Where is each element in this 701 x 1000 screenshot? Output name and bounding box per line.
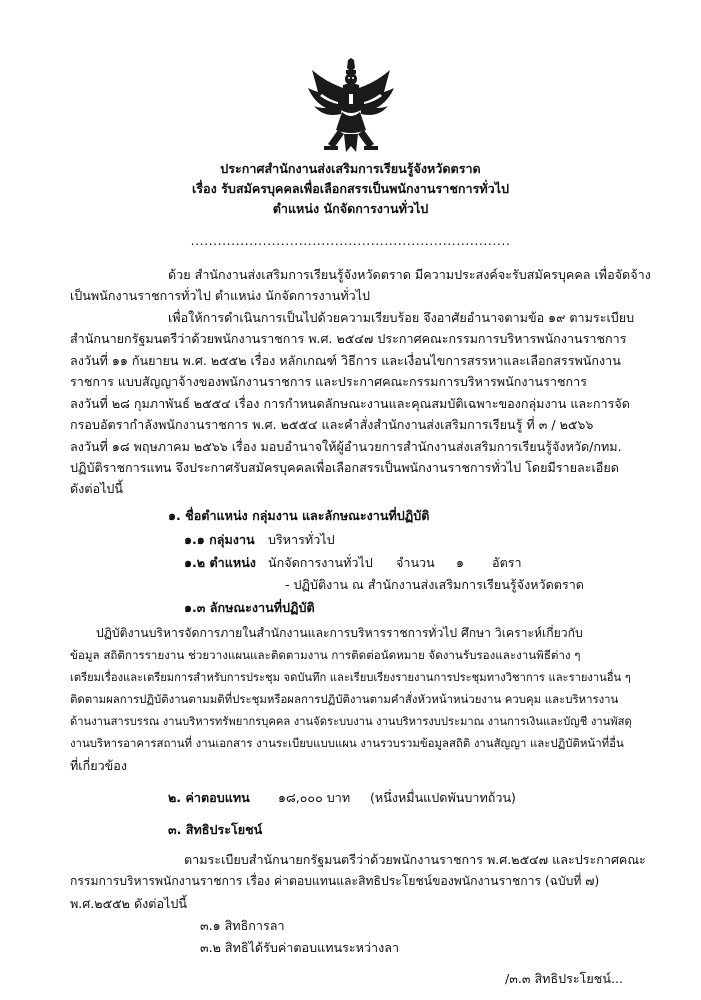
section-3-heading: ๓. สิทธิประโยชน์ xyxy=(168,822,263,837)
intro-p1-line: เป็นพนักงานราชการทั่วไป ตำแหน่ง นักจัดการงานทั่วไป xyxy=(70,288,371,303)
duties-line: ข้อมูล สถิติการรายงาน ช่วยวางแผนและติดตามงาน การติดต่อนัดหมาย จัดงานรับรองและงานพิธีต่าง ๆ xyxy=(70,648,581,662)
section-2-heading: ๒. ค่าตอบแทน xyxy=(168,790,250,805)
group-value: บริหารทั่วไป xyxy=(268,532,335,547)
position-label: ๑.๒ ตำแหน่ง xyxy=(184,555,256,570)
duties-line: ติดตามผลการปฏิบัติงานตามมติที่ประชุมหรือผลการปฏิบัติงานตามคำสั่งหัวหน้าหน่วยงาน ควบคุม และบริหารงาน xyxy=(70,692,619,706)
count-value: ๑ xyxy=(456,555,464,570)
intro-p2-line: สำนักนายกรัฐมนตรีว่าด้วยพนักงานราชการ พ.ศ. ๒๕๔๗ ประกาศคณะกรรมการบริหารพนักงานราชการ xyxy=(70,331,627,346)
benefits-paragraph-line: พ.ศ.๒๕๕๒ ดังต่อไปนี้ xyxy=(70,896,187,911)
duties-line: ปฏิบัติงานบริหารจัดการภายในสำนักงานและการบริหารราชการทั่วไป ศึกษา วิเคราะห์เกี่ยวกับ xyxy=(96,626,583,640)
count-unit: อัตรา xyxy=(492,555,522,570)
intro-p2-line: ลงวันที่ ๑๑ กันยายน พ.ศ. ๒๕๕๒ เรื่อง หลักเกณฑ์ วิธีการ และเงื่อนไขการสรรหาและเลือกสรรพนักงาน xyxy=(70,353,621,368)
intro-p2-line: ลงวันที่ ๑๘ พฤษภาคม ๒๕๖๖ เรื่อง มอบอำนาจให้ผู้อำนวยการสำนักงานส่งเสริมการเรียนรู้จังหวัด/กทม. xyxy=(70,439,622,454)
announcement-subject: เรื่อง รับสมัครบุคคลเพื่อเลือกสรรเป็นพนักงานราชการทั่วไป xyxy=(191,181,510,196)
position-value: นักจัดการงานทั่วไป xyxy=(268,555,373,570)
duties-line: ด้านงานสารบรรณ งานบริหารทรัพยากรบุคคล งานจัดระบบงาน งานบริหารงบประมาณ งานการเงินและบัญชี งานพัสดุ xyxy=(70,715,632,728)
benefits-paragraph-line: ตามระเบียบสำนักนายกรัฐมนตรีว่าด้วยพนักงานราชการ พ.ศ.๒๕๔๗ และประกาศคณะ xyxy=(184,852,646,867)
garuda-emblem-icon xyxy=(308,58,394,154)
intro-p2-line: ดังต่อไปนี้ xyxy=(70,481,124,496)
duties-label: ๑.๓ ลักษณะงานที่ปฏิบัติ xyxy=(184,600,315,615)
intro-p2-line: ลงวันที่ ๒๘ กุมภาพันธ์ ๒๕๕๔ เรื่อง การกำหนดลักษณะงานและคุณสมบัติเฉพาะของกลุ่มงาน และการจัด xyxy=(70,396,630,411)
header-divider: ....................................................................... xyxy=(190,233,511,248)
benefit-item: ๓.๒ สิทธิได้รับค่าตอบแทนระหว่างลา xyxy=(200,940,400,955)
benefit-item: ๓.๑ สิทธิการลา xyxy=(200,918,285,933)
benefits-paragraph-line: กรรมการบริหารพนักงานราชการ เรื่อง ค่าตอบแทนและสิทธิประโยชน์ของพนักงานราชการ (ฉบับที่ ๗) xyxy=(70,874,600,888)
count-label: จำนวน xyxy=(396,555,435,570)
intro-p2-line: ราชการ แบบสัญญาจ้างของพนักงานราชการ และประกาศคณะกรรมการบริหารพนักงานราชการ xyxy=(70,374,588,389)
duties-line: เตรียมเรื่องและเตรียมการสำหรับการประชุม จดบันทึก และเรียบเรียงรายงานการประชุมทางวิชาการ และรายงานอื่น ๆ xyxy=(70,671,631,684)
duties-line: ที่เกี่ยวข้อง xyxy=(70,758,128,773)
section-1-heading: ๑. ชื่อตำแหน่ง กลุ่มงาน และลักษณะงานที่ปฏิบัติ xyxy=(168,508,430,523)
workplace: - ปฏิบัติงาน ณ สำนักงานส่งเสริมการเรียนรู้จังหวัดตราด xyxy=(285,577,584,592)
intro-p2-line: เพื่อให้การดำเนินการเป็นไปด้วยความเรียบร้อย จึงอาศัยอำนาจตามข้อ ๑๙ ตามระเบียบ xyxy=(168,310,635,325)
announcement-position: ตำแหน่ง นักจัดการงานทั่วไป xyxy=(272,201,429,216)
salary-amount-words: (หนึ่งหมื่นแปดพันบาทถ้วน) xyxy=(370,790,516,805)
intro-p2-line: กรอบอัตรากำลังพนักงานราชการ พ.ศ. ๒๕๕๔ และคำสั่งสำนักงานส่งเสริมการเรียนรู้ ที่ ๓ / ๒๕๖๖ xyxy=(70,417,594,432)
continued-marker: /๓.๓ สิทธิประโยชน์... xyxy=(505,971,623,986)
duties-line: งานบริหารอาคารสถานที่ งานเอกสาร งานระเบียบแบบแผน งานรวบรวมข้อมูลสถิติ งานสัญญา และปฏิบัติหน้าที่อื่น xyxy=(70,736,624,750)
group-label: ๑.๑ กลุ่มงาน xyxy=(184,532,255,547)
intro-p1-line: ด้วย สำนักงานส่งเสริมการเรียนรู้จังหวัดตราด มีความประสงค์จะรับสมัครบุคคล เพื่อจัดจ้าง xyxy=(168,267,651,282)
intro-p2-line: ปฏิบัติราชการแทน จึงประกาศรับสมัครบุคคลเพื่อเลือกสรรเป็นพนักงานราชการทั่วไป โดยมีรายละเอียด xyxy=(70,460,619,475)
announcement-title: ประกาศสำนักงานส่งเสริมการเรียนรู้จังหวัดตราด xyxy=(220,161,481,176)
salary-amount: ๑๘,๐๐๐ บาท xyxy=(278,790,351,805)
